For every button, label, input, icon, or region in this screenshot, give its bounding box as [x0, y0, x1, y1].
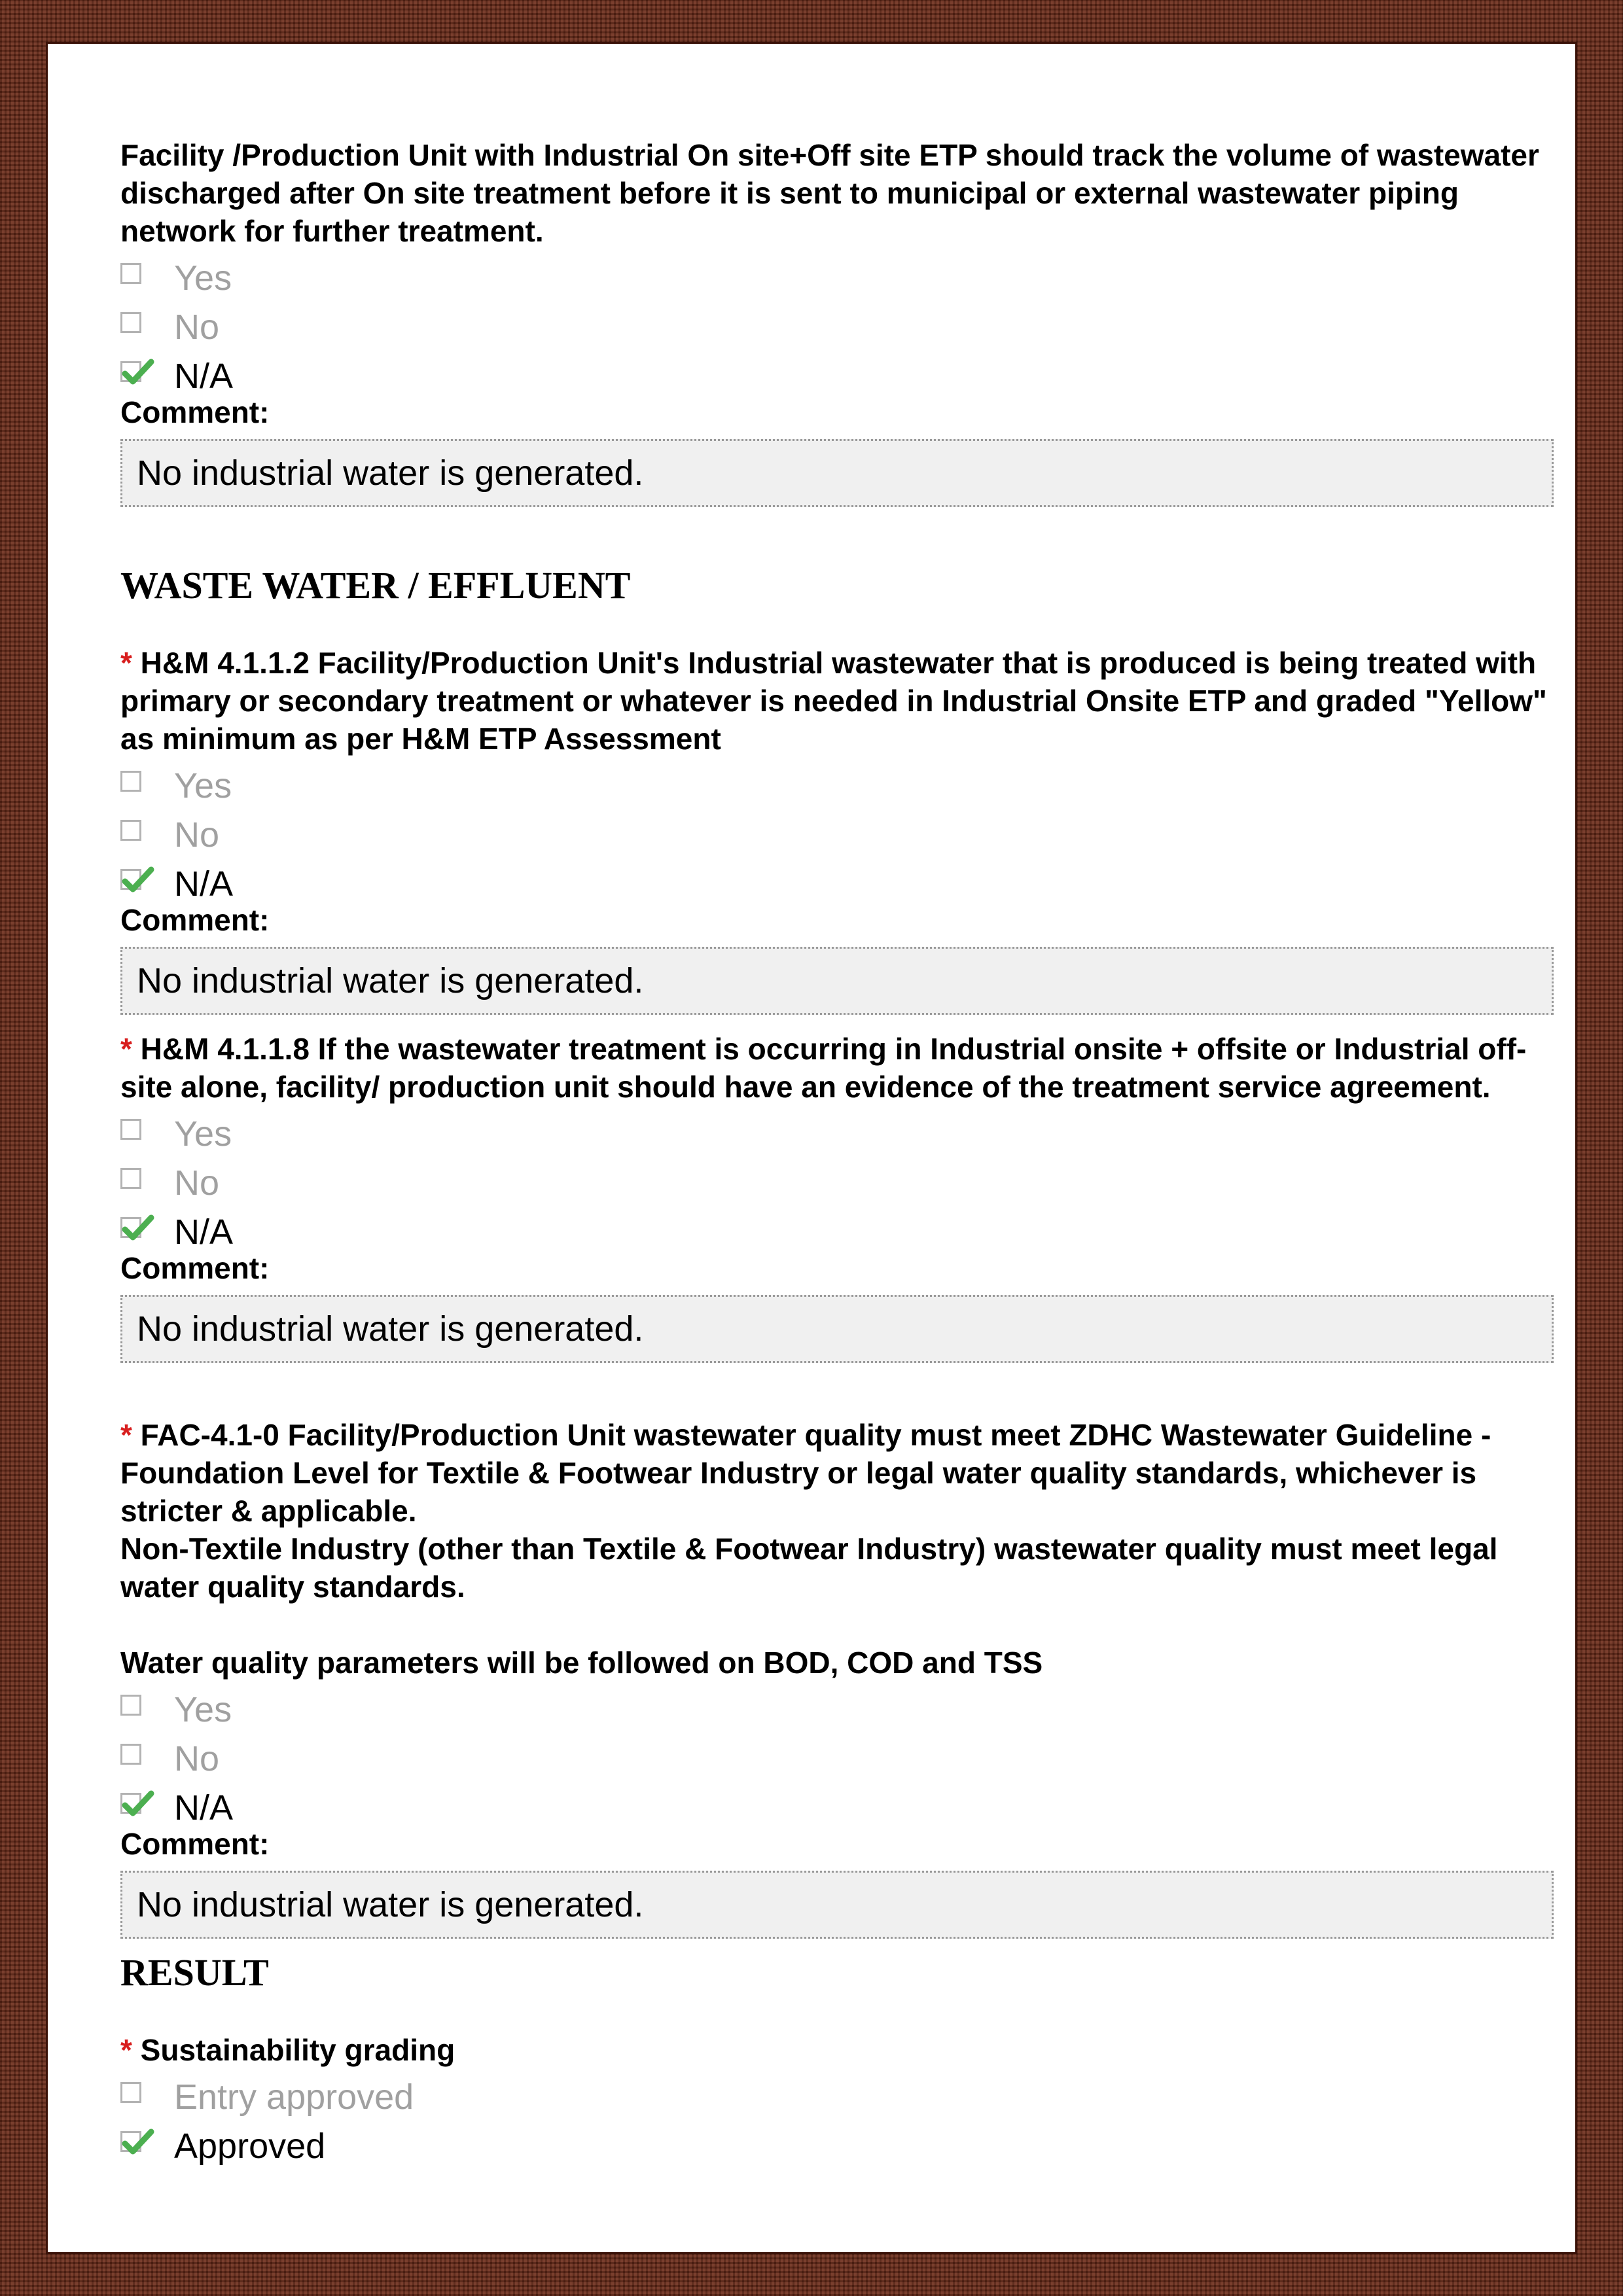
option-label: Yes: [174, 1114, 232, 1154]
checkbox-empty-icon[interactable]: [120, 2082, 141, 2103]
checkmark-icon: [121, 1212, 155, 1246]
question-block-2: [120, 644, 1554, 1015]
question-block-5: [120, 2031, 1554, 2171]
option-yes[interactable]: [120, 1686, 1554, 1735]
question-text: [120, 1030, 1554, 1106]
question-body: Sustainability grading: [132, 2033, 455, 2067]
checkbox-checked-icon[interactable]: [120, 869, 141, 890]
checkmark-icon: [121, 357, 155, 391]
checkbox-empty-icon[interactable]: [120, 1119, 141, 1140]
checkbox-empty-icon[interactable]: [120, 1168, 141, 1189]
checkmark-icon: [121, 2127, 155, 2161]
required-asterisk: *: [120, 1032, 132, 1066]
question-block-4: [120, 1416, 1554, 1939]
checkbox-checked-icon[interactable]: [120, 1217, 141, 1238]
checkbox-empty-icon[interactable]: [120, 771, 141, 792]
comment-label: Comment:: [120, 1251, 270, 1285]
question-text: [120, 644, 1554, 758]
option-yes[interactable]: [120, 1110, 1554, 1159]
question-body: H&M 4.1.1.8 If the wastewater treatment is occurring in Industrial onsite + offsite or Industrial off-site alone, facility/ production unit should have an evidence of the treatment service agreement.: [120, 1032, 1527, 1104]
option-no[interactable]: [120, 811, 1554, 860]
option-na[interactable]: [120, 352, 1554, 401]
option-label: Yes: [174, 258, 232, 298]
comment-label: Comment:: [120, 1827, 270, 1861]
option-label: N/A: [174, 1788, 234, 1828]
comment-label: Comment:: [120, 395, 270, 429]
question-text: [120, 2031, 1554, 2069]
option-no[interactable]: [120, 1735, 1554, 1784]
option-label: Yes: [174, 766, 232, 805]
option-no[interactable]: [120, 303, 1554, 352]
comment-field[interactable]: No industrial water is generated.: [120, 947, 1554, 1015]
question-text: Facility /Production Unit with Industrial On site+Off site ETP should track the volume of wastewater discharged after On site treatment before it is sent to municipal or external wastewater piping network for further treatment.: [120, 138, 1539, 248]
section-title-result: RESULT: [120, 1951, 269, 1994]
checkmark-icon: [121, 864, 155, 898]
question-text-parameters: Water quality parameters will be followed on BOD, COD and TSS: [120, 1646, 1043, 1680]
option-label: No: [174, 815, 220, 855]
option-label: Yes: [174, 1690, 232, 1729]
option-label: No: [174, 1163, 220, 1203]
checkmark-icon: [121, 1788, 155, 1822]
required-asterisk: *: [120, 1418, 132, 1452]
form-page: [46, 42, 1577, 2254]
comment-field[interactable]: No industrial water is generated.: [120, 1295, 1554, 1363]
question-body: H&M 4.1.1.2 Facility/Production Unit's Industrial wastewater that is produced is being treated with primary or secondary treatment or whatever is needed in Industrial Onsite ETP and graded "Yellow" as minimum as per H&M ETP Assessment: [120, 646, 1547, 756]
checkbox-checked-icon[interactable]: [120, 2131, 141, 2152]
option-label: N/A: [174, 864, 234, 904]
comment-label: Comment:: [120, 903, 270, 937]
checkbox-checked-icon[interactable]: [120, 361, 141, 382]
option-label: Approved: [174, 2127, 326, 2166]
section-title-waste-water: WASTE WATER / EFFLUENT: [120, 564, 631, 607]
comment-field[interactable]: No industrial water is generated.: [120, 439, 1554, 507]
option-label: No: [174, 308, 220, 347]
checkbox-empty-icon[interactable]: [120, 263, 141, 284]
option-approved[interactable]: [120, 2122, 1554, 2171]
checkbox-empty-icon[interactable]: [120, 1695, 141, 1716]
option-na[interactable]: [120, 860, 1554, 909]
option-label: Entry approved: [174, 2077, 414, 2117]
question-body: FAC-4.1-0 Facility/Production Unit wastewater quality must meet ZDHC Wastewater Guideline - Foundation Level for Textile & Footwear Industry or legal water quality standards, whichever is stricter & applicable.: [120, 1418, 1491, 1528]
option-label: N/A: [174, 357, 234, 396]
checkbox-empty-icon[interactable]: [120, 1744, 141, 1765]
comment-field[interactable]: No industrial water is generated.: [120, 1871, 1554, 1939]
option-yes[interactable]: [120, 762, 1554, 811]
option-na[interactable]: [120, 1208, 1554, 1257]
checkbox-checked-icon[interactable]: [120, 1793, 141, 1814]
option-entry-approved[interactable]: [120, 2073, 1554, 2122]
checkbox-empty-icon[interactable]: [120, 312, 141, 333]
checkbox-empty-icon[interactable]: [120, 820, 141, 841]
question-text: [120, 1416, 1554, 1530]
option-no[interactable]: [120, 1159, 1554, 1208]
option-yes[interactable]: [120, 254, 1554, 303]
option-na[interactable]: [120, 1784, 1554, 1833]
question-block-3: [120, 1030, 1554, 1363]
option-label: No: [174, 1739, 220, 1778]
question-block-1: [120, 136, 1554, 507]
required-asterisk: *: [120, 2033, 132, 2067]
required-asterisk: *: [120, 646, 132, 680]
question-text-continued: Non-Textile Industry (other than Textile & Footwear Industry) wastewater quality must meet legal water quality standards.: [120, 1532, 1498, 1604]
option-label: N/A: [174, 1212, 234, 1252]
